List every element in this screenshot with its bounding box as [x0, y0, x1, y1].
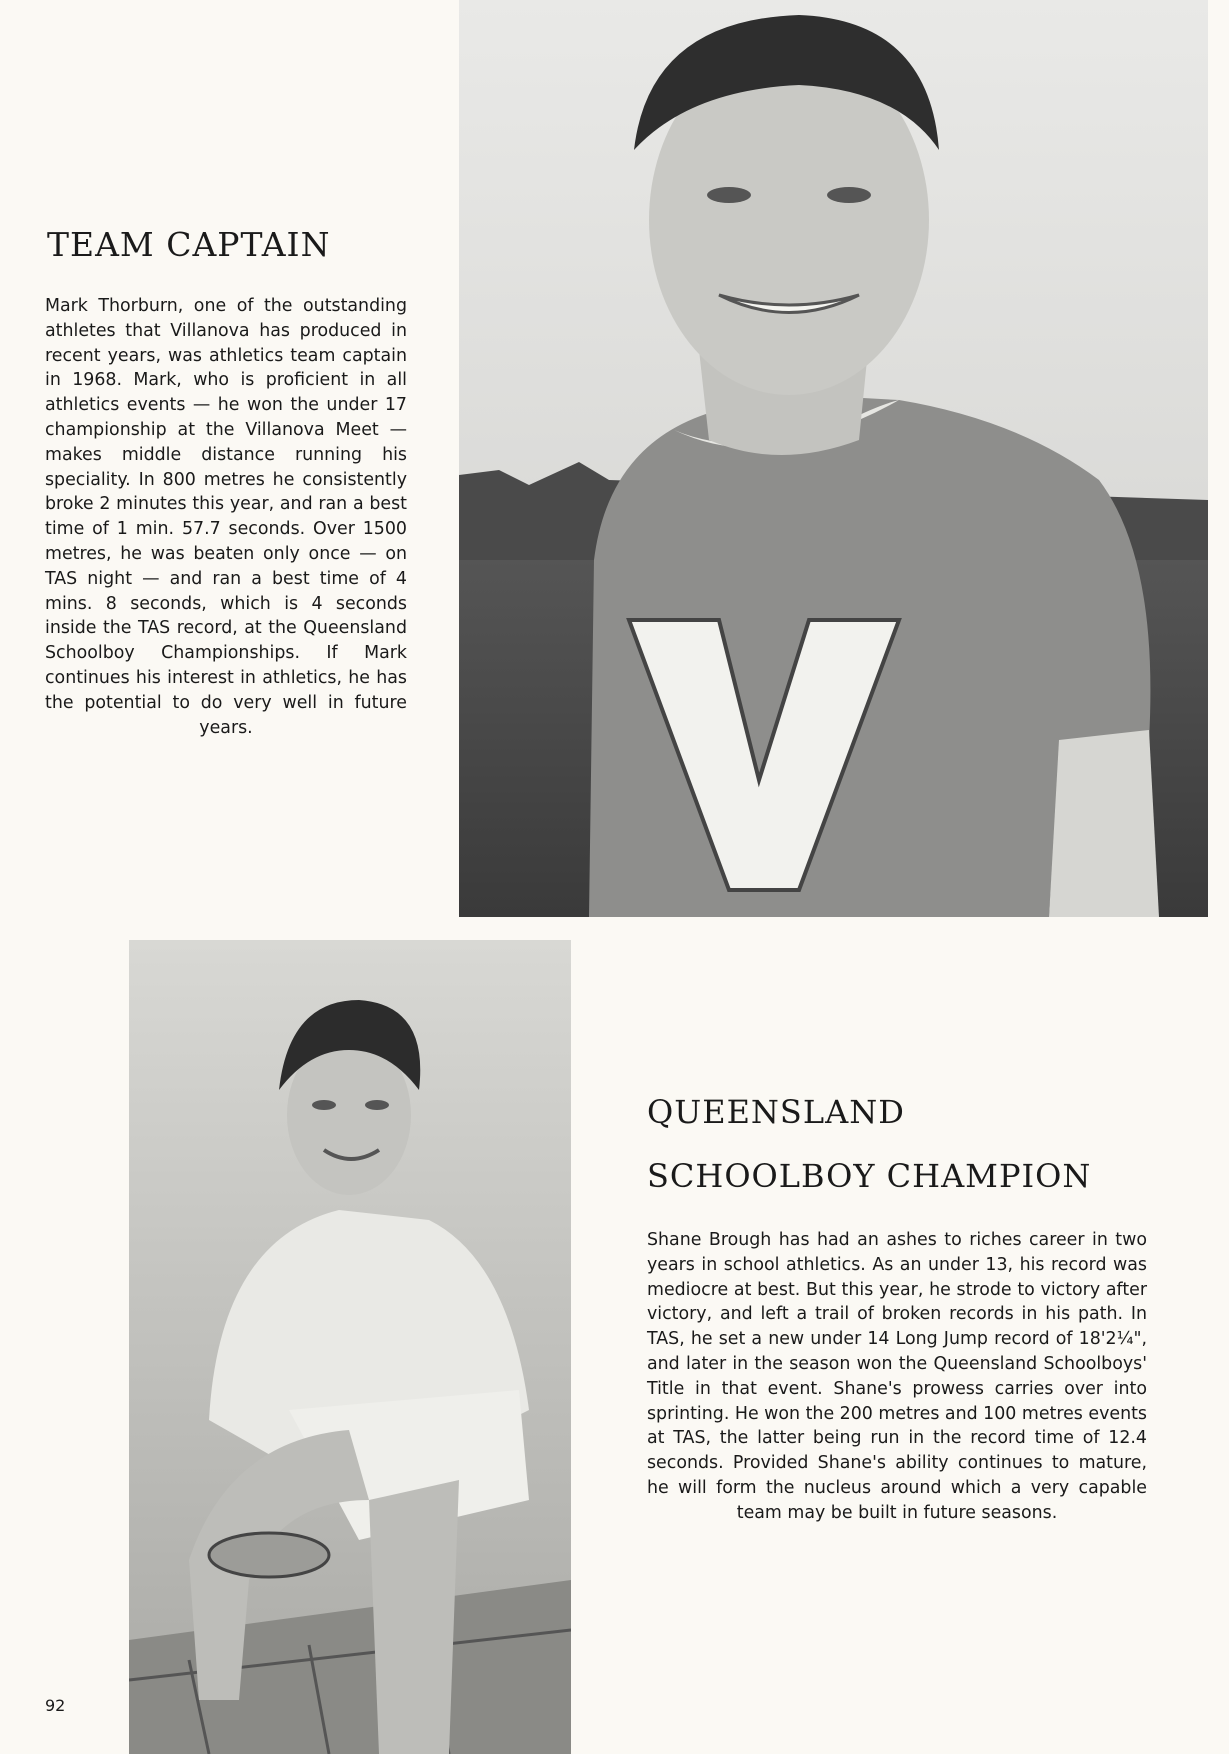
team-captain-heading: TEAM CAPTAIN	[47, 225, 331, 264]
page-number: 92	[45, 1696, 66, 1715]
team-captain-photo	[459, 0, 1208, 917]
schoolboy-champion-body: Shane Brough has had an ashes to riches career in two years in school athletics. As an under 13, his record was mediocre at best. But this year, he strode to victory after victory, and left a trail of broken records in his path. In TAS, he set a new under 14 Long Jump record of 18'2¼", and later in the season won the Queensland Schoolboys' Title in that event. Shane's prowess carries over into sprinting. He won the 200 metres and 100 metres events at TAS, the latter being run in the record time of 12.4 seconds. Provided Shane's ability continues to mature, he will form the nucleus around which a very capable team may be built in future seasons.	[647, 1230, 1147, 1523]
schoolboy-champion-heading-line1: QUEENSLAND	[647, 1093, 905, 1131]
schoolboy-champion-photo	[129, 940, 571, 1754]
team-captain-body: Mark Thorburn, one of the outstanding athletes that Villanova has produced in recent years, was athletics team captain in 1968. Mark, who is proficient in all athletics events — he won the under 17 championship at the Villanova Meet — makes middle distance running his speciality. In 800 metres he consistently broke 2 minutes this year, and ran a best time of 1 min. 57.7 seconds. Over 1500 metres, he was beaten only once — on TAS night — and ran a best time of 4 mins. 8 seconds, which is 4 seconds inside the TAS record, at the Queensland Schoolboy Championships. If Mark continues his interest in athletics, he has the potential to do very well in future years.	[45, 296, 407, 738]
schoolboy-champion-heading-line2: SCHOOLBOY CHAMPION	[647, 1157, 1092, 1195]
